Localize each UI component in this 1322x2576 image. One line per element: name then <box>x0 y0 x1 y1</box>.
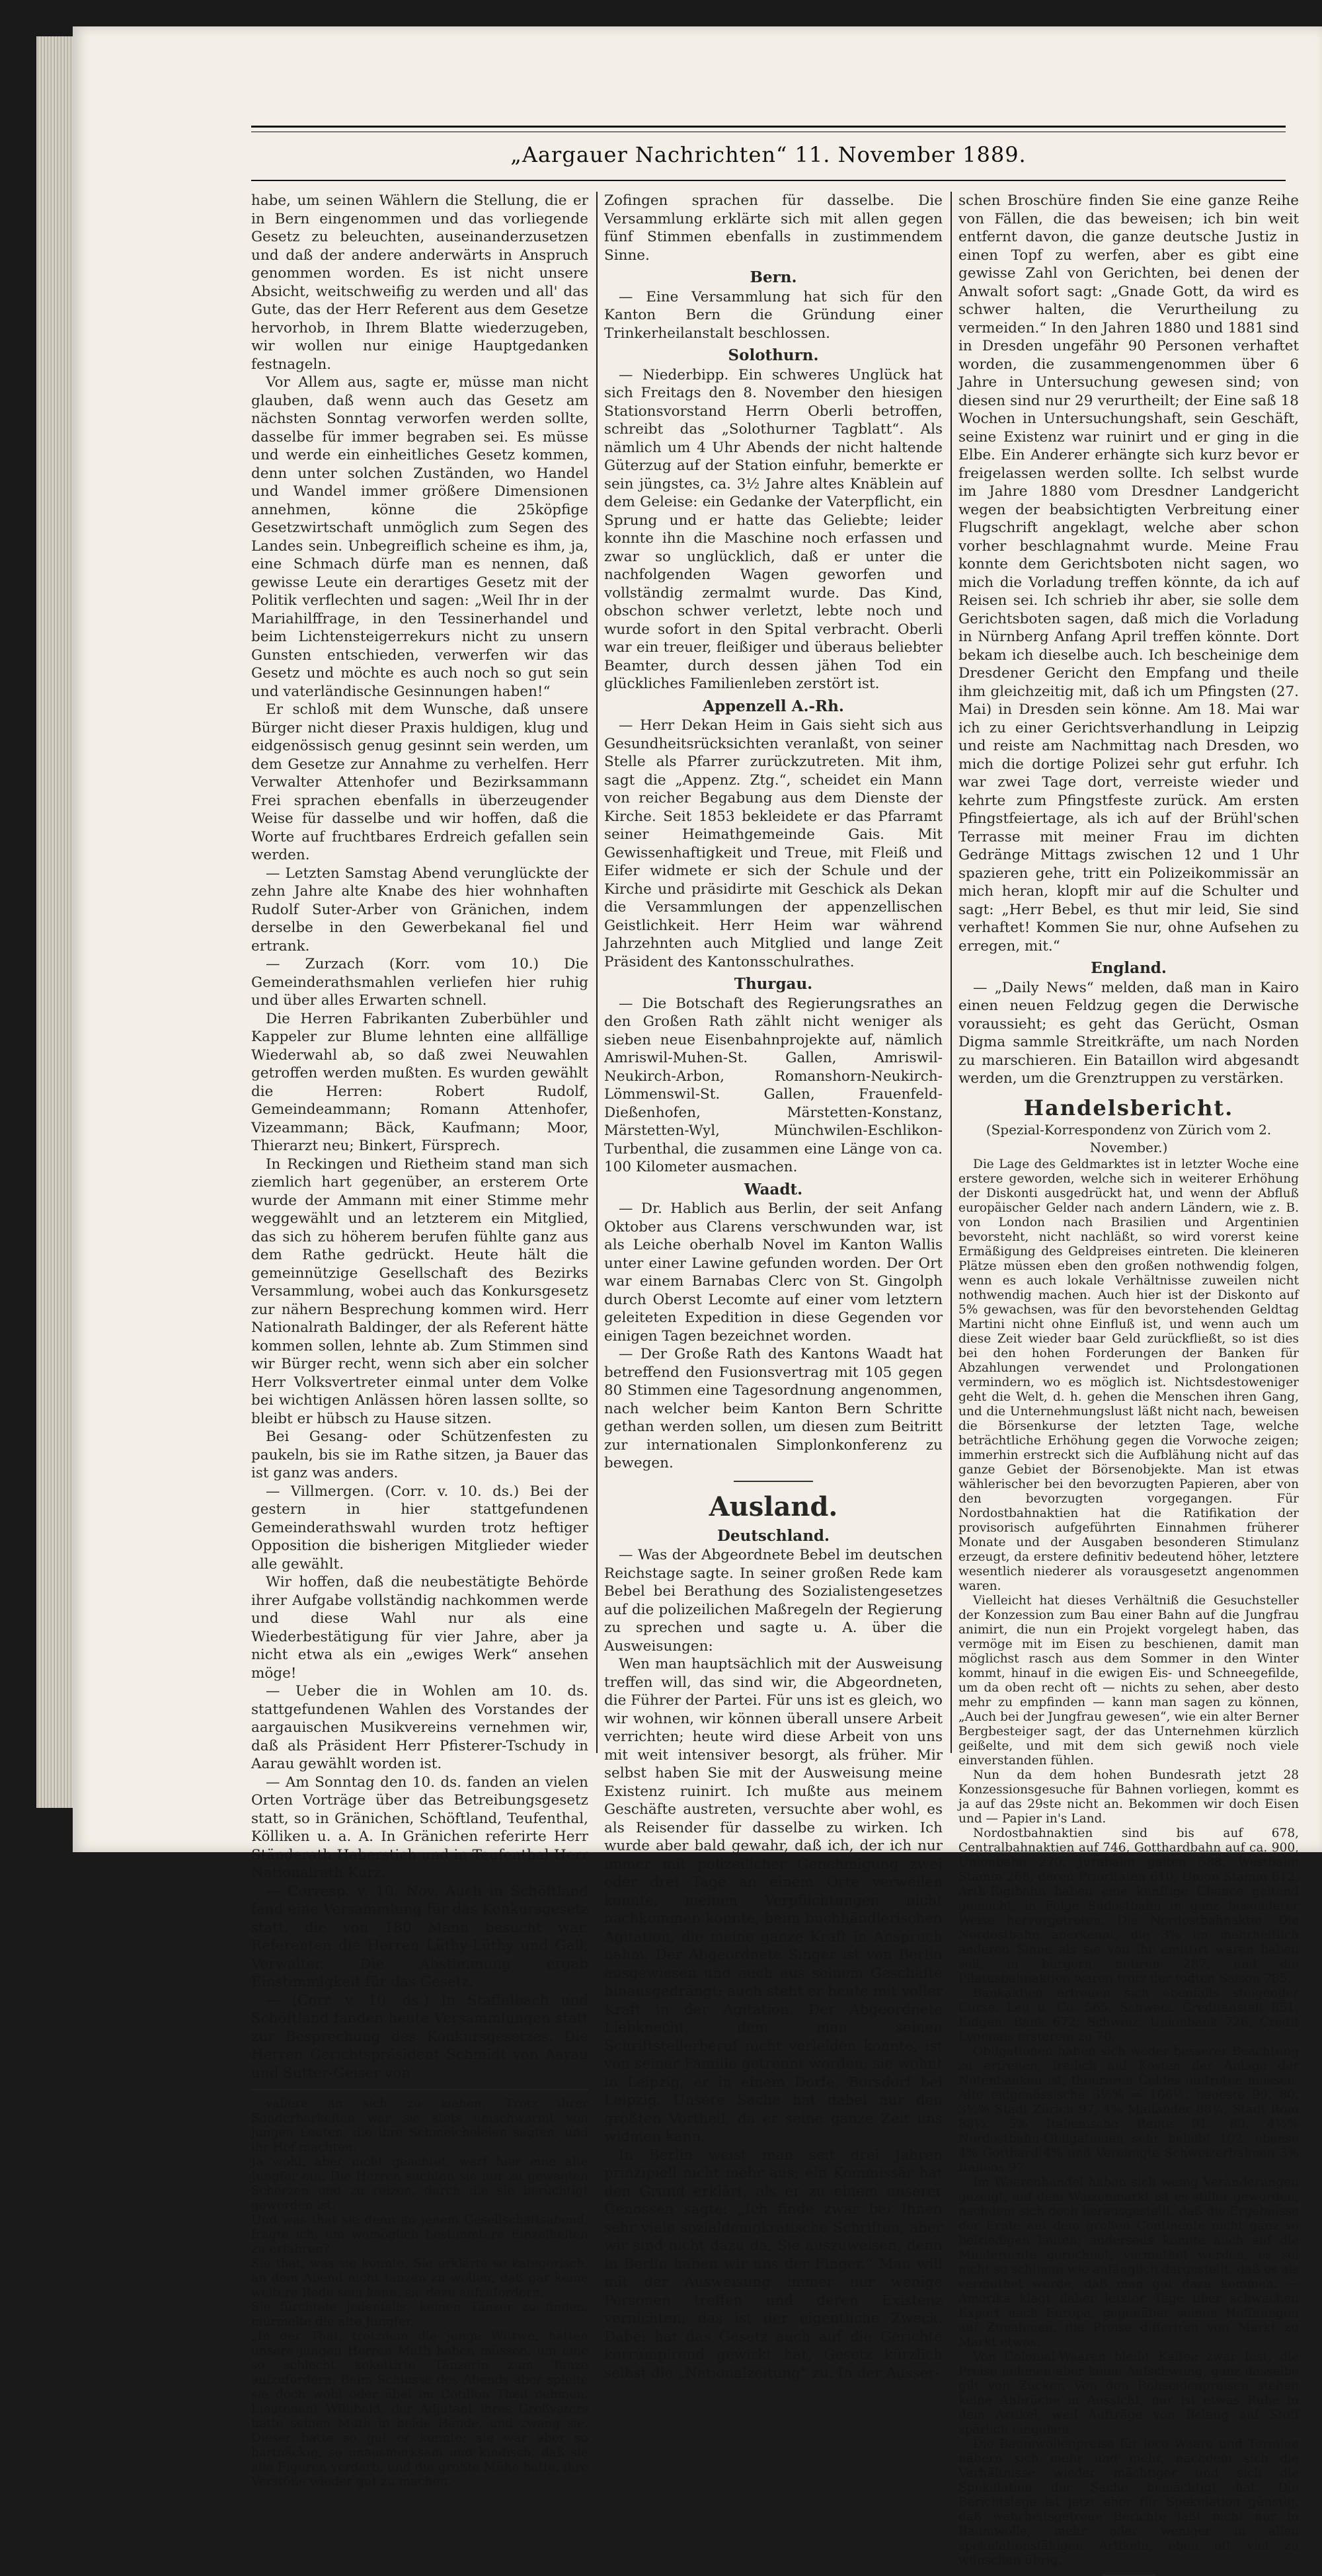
section-heading-thurgau: Thurgau. <box>734 975 813 993</box>
column-divider <box>596 192 598 1753</box>
paragraph: — Ueber die in Wohlen am 10. ds. stattgefundenen Wahlen des Vorstandes der aargauischen Musikvereins vernehmen wir, daß als Präsident Herr Pfisterer-Tschudy in Aarau gewählt worden ist. <box>251 1683 588 1772</box>
paragraph: Im Waarenhandel haben sich wenig Veränderungen gezeigt, auf dem Waizenmarkt ist es stiller geworden, nachdem sich doch herausgestellt, daß die Ergebnisse der Ernte auf dem großen Continente nicht ganz so befriedigen lauten; anderseits konnte auch auf die Minderernte gerechnet, vermuthet werden, es sei nicht so schlimm wie anfänglich dargestellt, daß es als vermuthet wurde, daß man gut dazu kommen. — Amerika klagt daher letzter Tage über schwachen Export nach Europa, gegenüber seinen Hoffnungen auf Zunahmen, die Preise differiren von Markt zu Markt etwas. <box>958 2175 1299 2349</box>
paragraph: Obligationen haben sich weder besserer Beachtung zu erfreuen, freilich auf Kosten der Anlage der Notenbanken ist, theureren Geldes eintreten müssen. Alte eidgenössische 3½% = 106½, neueste 99. 80, 3½% Stadt Zürich 97, 4% Mailänder 88¼, Stadt Rom 88½, 5% Italienische Rente 91. 80, 4½% Nordostbahn-Obligationen sehr beliebt 102, ebenso 4% Gotthard 4% und Vereinigte Schweizerbahnen 3% Italiens 97. <box>958 2044 1299 2175</box>
header-rule <box>251 126 1286 132</box>
paragraph: Wen man hauptsächlich mit der Ausweisung treffen will, das sind wir, die Abgeordneten, die Führer der Partei. Für uns ist es gleich, wo wir wohnen, wir können überall unsere Arbeit verrichten; heute wird diese Arbeit von uns mit weit intensiver besorgt, als früher. Mir selbst haben Sie mit der Ausweisung meine Existenz ruinirt. Ich mußte aus meinem Geschäfte austreten, versuchte aber wohl, es als Reisender für dasselbe zu wirken. Ich wurde aber bald gewahr, daß ich, der ich nur immer mit polizeilicher Genehmigung zwei oder drei Tage an einem Orte verweilen konnte, meinen Verpflichtungen nicht nachkommen konnte, beim buchhändlerischen Agitation, die meine ganze Kraft in Anspruch nahm. Der Abgeordnete Singer ist von Berlin ausgewiesen und auch aus seinem Geschäfte hinausgedrängt; auch steht er heute mit voller Kraft in der Agitation. Der Abgeordnete Liebknecht, dem man seinen Schriftstellerberuf nicht verleiden konnte, ist von seiner Familie getrennt worden; sie wohnt in Leipzig, er in einem Dorfe, Borsdorf bei Leipzig. Unsere Sache hat dabei nur den größten Vortheil, da er seine ganze Zeit uns widmen kann. <box>604 1656 943 2145</box>
section-heading-handelsbericht: Handelsbericht. <box>1023 1095 1234 1120</box>
paragraph: — Niederbipp. Ein schweres Unglück hat sich Freitags den 8. November den hiesigen Stationsvorstand Herrn Oberli betroffen, schreibt das „Solothurner Tagblatt“. Als nämlich um 4 Uhr Abends der nicht haltende Güterzug auf der Station einfuhr, bemerkte er sein jüngstes, ca. 3½ Jahre altes Knäblein auf dem Geleise: ein Gedanke der Vaterpflicht, ein Sprung und er hatte das Geliebte; leider konnte ihn die Maschine noch erfassen und zwar so unglücklich, daß er unter die nachfolgenden Wagen geworfen und vollständig zermalmt wurde. Das Kind, obschon schwer verletzt, lebte noch und wurde sofort in den Spital verbracht. Oberli war ein treuer, fleißiger und überaus beliebter Beamter, durch dessen jähen Tod ein glückliches Familienleben zerstört ist. <box>604 366 943 692</box>
paragraph: — Was der Abgeordnete Bebel im deutschen Reichstage sagte. In seiner großen Rede kam Bebel bei Berathung des Sozialistengesetzes auf die polizeilichen Maßregeln der Regierung zu sprechen und sagte u. A. über die Ausweisungen: <box>604 1547 943 1655</box>
paragraph: — Letzten Samstag Abend verunglückte der zehn Jahre alte Knabe des hier wohnhaften Rudolf Suter-Arber von Gränichen, indem derselbe in den Gewerbekanal fiel und ertrank. <box>251 865 588 955</box>
section-subheading: (Spezial-Korrespondenz von Zürich vom 2. November.) <box>986 1121 1272 1155</box>
newspaper-page <box>73 26 1322 2567</box>
paragraph: In Berlin weist man seit drei Jahren prinzipiell nicht mehr aus; ein Kommissär hat den Grund erklärt, als er zu einem unserer Genossen sagte: „Ich finde zwar bei Ihnen sehr viele sozialdemokratische Schriften, aber wir sind nicht dazu da, Sie auszuweisen, denn in Berlin haben wir uns der Finger.“ Man will mit der Ausweisung immer nur wenige Personen treffen und deren Existenz vernichten; das ist der eigentliche Zweck. Dabei hat das Gesetz auch auf die Gerichte korrumpirend gewirkt hat, Gesetz kürzlich selbst die „Nationalzeitung“ zu. In der Ausser- <box>604 2146 943 2382</box>
paragraph: — Eine Versammlung hat sich für den Kanton Bern die Gründung einer Trinkerheilanstalt beschlossen. <box>604 288 943 342</box>
section-divider <box>734 1481 813 1482</box>
paragraph: Vor Allem aus, sagte er, müsse man nicht glauben, daß wenn auch das Gesetz am nächsten Sonntag verworfen werden sollte, dasselbe für immer begraben sei. Es müsse und werde ein einheitliches Gesetz kommen, denn unter solchen Zuständen, wo Handel und Wandel immer größere Dimensionen annehmen, könne die 25köpfige Gesetzwirtschaft unmöglich zum Segen des Landes sein. Unbegreiflich scheine es ihm, ja, eine Schmach dürfe man es nennen, daß gewisse Leute ein derartiges Gesetz mit der Politik verflechten und sagen: „Weil Ihr in der Mariahilffrage, in den Tessinerhandel und beim Lichtensteigerrekurs nicht zu unsern Gunsten entschieden, verwerfen wir das Gesetz und möchte es auch noch so gut sein und vaterländische Gesinnungen haben!“ <box>251 374 588 700</box>
paragraph: — Zurzach (Korr. vom 10.) Die Gemeinderathsmahlen verliefen hier ruhig und über alles Erwarten schnell. <box>251 956 588 1009</box>
page-title: „Aargauer Nachrichten“ 11. November 1889. <box>510 142 1027 167</box>
paragraph: — „Daily News“ melden, daß man in Kairo einen neuen Feldzug gegen die Derwische voraussieht; es geht das Gerücht, Osman Digma sammle Streitkräfte, um nach Norden zu marschieren. Ein Bataillon wird abgesandt werden, um die Grenztruppen zu verstärken. <box>958 979 1299 1087</box>
paragraph: Die Herren Fabrikanten Zuberbühler und Kappeler zur Blume lehnten eine allfällige Wiederwahl ab, so daß zwei Neuwahlen getroffen werden mußten. Es wurden gewählt die Herren: Robert Rudolf, Gemeindeammann; Romann Attenhofer, Vizeammann; Bäck, Kaufmann; Moor, Thierarzt neu; Binkert, Fürsprech. <box>251 1010 588 1154</box>
paragraph: Die Baumwollenpreise für loco Waare und Termine nähern sich mehr und mehr, nachdem sich die Verhältnisse wieder mächtiger und sich die Spekulation der Sache bemächtigt hat. Die Berichtslage ist jetzt eher für Spekulation günstig, daß wahrheitsgetreue Berichte läßt nicht nur in Baumwolle, mehr oder weniger in allen spekulationsfähigen Artikeln, eben oft viel zu wünschen übrig. <box>958 2437 1299 2567</box>
paragraph: — Die Botschaft des Regierungsrathes an den Großen Rath zählt nicht weniger als sieben neue Eisenbahnprojekte auf, nämlich Amriswil-Muhen-St. Gallen, Amriswil-Neukirch-Arbon, Romanshorn-Neukirch-Lömmenswil-St. Gallen, Frauenfeld-Dießenhofen, Märstetten-Konstanz, Märstetten-Wyl, Münchwilen-Eschlikon-Turbenthal, die zusammen eine Länge von ca. 100 Kilometer ausmachen. <box>604 995 943 1175</box>
paragraph: Wir hoffen, daß die neubestätigte Behörde ihrer Aufgabe vollständig nachkommen werde und diese Wahl nur als eine Wiederbestätigung für vier Jahre, aber ja nicht etwa als ein „ewiges Werk“ ansehen möge! <box>251 1574 588 1682</box>
column-3 <box>958 192 1299 2567</box>
paragraph: Die Lage des Geldmarktes ist in letzter Woche eine erstere geworden, welche sich in weiterer Erhöhung der Diskonti ausgedrückt hat, und wenn der Abfluß europäischer Gelder nach andern Ländern, wie z. B. von London nach Brasilien und Argentinien bevorsteht, nicht nachläßt, so wird vorerst keine Ermäßigung des Geldpreises eintreten. Die kleineren Plätze müssen eben den großen nothwendig folgen, wenn es auch lokale Verhältnisse zuweilen nicht nothwendig machen. Auch hier ist der Diskonto auf 5% gewachsen, was für den bevorstehenden Geldtag Martini nicht ohne Einfluß ist, und wenn auch um diese Zeit wieder baar Geld zurückfließt, so ist dies bei den hohen Forderungen der Banken für Abzahlungen verwendet und Prolongationen vermindern, wo es möglich ist. Nichtsdestoweniger geht die Welt, d. h. gehen die Menschen ihren Gang, und die Unternehmungslust läßt nicht nach, beweisen die Börsenkurse der letzten Tage, welche beträchtliche Erhöhung gegen die Vorwoche zeigen; immerhin erstreckt sich die Aufblähung nicht auf das ganze Gebiet der Börsenobjekte. Man ist etwas wählerischer bei den bevorzugten Papieren, aber von den bevorzugten vorgegangen. Für Nordostbahnaktien hat die Ratifikation der provisorisch aufgeführten Einnahmen früherer Monate und der Ausgaben besonderen Stimulanz erzeugt, da erstere definitiv bedeutend höher, letztere wesentlich niederer als vorausgesetzt angenommen waren. <box>958 1157 1299 1593</box>
feuilleton-text: valiere an sich zu ziehen. Trotz ihrer Sonderbarkeiten war sie stets umschwärmt von jungen Leuten, die ihre Schmeicheleien sagten, und ihr Hof machten. Ja wohl, aber nicht geachtet, warf hier eine alte Jungfer ein. Die Herren suchten sie nur zu gewagten Scherzen und zu reizen, durch die sie berüchtigt geworden ist. Und was that sie denn an jenem Gesellschaftsabend, fragte ich, um womöglich bestimmtere Einzelheiten zu erfahren? Sie that, was sie konnte. Sie erklärte so kategorisch, an dem Abend nicht tanzen zu wollen, daß gar keine weitere Rede sein kann, sie dazu aufzufordern. Sie fürchtete jedenfalls, keinen Tänzer zu finden, murmelte die alte Jungfer. „In der That, trotzdem die junge Wittwe, hätten unsere jungen Herren Muth haben müssen, um eine so schlecht kokettirte Tänzerin zum Tanze aufzufordern. Beim Schlusse des Abends aber spielte sie doch wohl oder übel im Cotillon Theil nehmen. Lieutenant Willibald, der Adjutant ihres Großvaters hatte seinen Muth in beide Hände, und zwang sie. Dieser hatte so gut er konnte; sie war aber so hartnäckig, so unausmerksam und kindisch, daß sie alle Figuren verdarb, und die größte Mühe hatte, ihre Verstöße wieder gut zu machen. <box>251 2097 588 2489</box>
paragraph: — (Corr. v. 10. ds.) In Staffelbach und Schöftland fanden heute Versammlungen statt zur Besprechung des Konkursgesetzes. Die Herren Gerichtspräsident Schmidt von Aarau und Sutter-Geiser von <box>251 1992 588 2082</box>
paragraph: Zofingen sprachen für dasselbe. Die Versammlung erklärte sich mit allen gegen fünf Stimmen ebenfalls in zustimmendem Sinne. <box>604 192 943 264</box>
paragraph: — Der Große Rath des Kantons Waadt hat betreffend den Fusionsvertrag mit 105 gegen 80 Stimmen eine Tagesordnung angenommen, nach welcher beim Kanton Bern Schritte gethan werden sollen, um diesen zum Beitritt zur internationalen Simplonkonferenz zu bewegen. <box>604 1346 943 1471</box>
paragraph: — Herr Dekan Heim in Gais sieht sich aus Gesundheitsrücksichten veranlaßt, von seiner Stelle als Pfarrer zurückzutreten. Mit ihm, sagt die „Appenz. Ztg.“, scheidet ein Mann von reicher Begabung aus dem Dienste der Kirche. Seit 1853 bekleidete er das Pfarramt seiner Heimathgemeinde Gais. Mit Gewissenhaftigkeit und Treue, mit Fleiß und Eifer widmete er sich der Schule und der Kirche und präsidirte mit Geschick als Dekan die Versammlungen der appenzellischen Geistlichkeit. Herr Heim war während Jahrzehnten auch Mitglied und lange Zeit Präsident des Kantonsschulrathes. <box>604 717 943 970</box>
book-page-edges <box>36 36 76 1808</box>
paragraph: In Reckingen und Rietheim stand man sich ziemlich hart gegenüber, an ersterem Orte wurde der Ammann mit einer Stimme mehr weggewählt und an letzterem ein Mitglied, das sich zu höherem berufen fühlte ganz aus dem Rathe gedrückt. Heute hält die gemeinnützige Gesellschaft des Bezirks Versammlung, wobei auch das Konkursgesetz zur nähern Besprechung kommen wird. Herr Nationalrath Baldinger, der als Referent hätte kommen sollen, lehnte ab. Zum Stimmen sind wir Bürger recht, wenn sich aber ein solcher Herr Volksvertreter einmal unter dem Volke bei wichtigen Anlässen hören lassen sollte, so bleibt er hübsch zu Hause sitzen. <box>251 1155 588 1427</box>
section-heading-ausland: Ausland. <box>709 1491 838 1522</box>
end-divider <box>1103 2575 1155 2576</box>
section-heading-waadt: Waadt. <box>744 1180 803 1198</box>
paragraph: Er schloß mit dem Wunsche, daß unsere Bürger nicht dieser Praxis huldigen, klug und eidgenössisch genug gesinnt sein werden, um dem Gesetze zur Annahme zu verhelfen. Herr Verwalter Attenhofer und Bezirksammann Frei sprachen ebenfalls in überzeugender Weise für dasselbe und wir hoffen, daß die Worte auf fruchtbares Erdreich gefallen sein werden. <box>251 701 588 863</box>
column-2 <box>604 192 943 2382</box>
header-underline <box>251 180 1286 181</box>
paragraph: — Corresp. v. 10. Nov. Auch in Schöftland fand eine Versammlung für das Konkursgesetz statt, die von 180 Mann besucht war. Referenten die Herren Lüthy-Lüthy und Gall, Verwalter. Die Abstimmung ergab Einstimmigkeit für das Gesetz. <box>251 1883 588 1990</box>
paragraph: Bankaktien erfreuen sich ebenfalls steigender Curse. Leu u. Co. 565, Schweiz. Creditanstalt 851, Eidgen. Bank 672, Schweiz. Unionbank 726, Credit Lyonnais ersterem zu 70. <box>958 1986 1299 2044</box>
paragraph: — Am Sonntag den 10. ds. fanden an vielen Orten Vorträge über das Betreibungsgesetz statt, so in Gränichen, Schöftland, Teufenthal, Kölliken u. a. A. In Gränichen referirte Herr Ständerath Haberstich und in Teufenthal Herr Nationalrath Kurz. <box>251 1774 588 1881</box>
paragraph: Vielleicht hat dieses Verhältniß die Gesuchsteller der Konzession zum Bau einer Bahn auf die Jungfrau animirt, die nun ein Projekt vorgelegt haben, das vermöge mit im Eisen zu beschienen, damit man möglichst rasch aus dem Sommer in den Winter kommt, hinauf in die ewigen Eis- und Schneegefilde, um da oben recht oft — nichts zu sehen, aber desto mehr zu empfinden — kann man sagen zu können, „Auch bei der Jungfrau gewesen“, wie ein alter Berner Bergbesteiger sagt, der das Unternehmen kürzlich geißelte, und mit dem sich gewiß noch viele einverstanden fühlen. <box>958 1593 1299 1768</box>
paragraph: Von Colonial-Waaren bleibt Kaffee zwar fest, die Preise nehmen aber keine Aufschwung, ganz dasselbe gilt von Zucker. Von den Rohseidenpreisen stehen keine Abbrüche in Aussicht, nur ist etwas Ruhe in dem Artikel, weil Aufträge von Belang auf Stoff spärlich eingehen. <box>958 2349 1299 2437</box>
section-heading-england: England. <box>1091 959 1167 977</box>
paragraph: habe, um seinen Wählern die Stellung, die er in Bern eingenommen und das vorliegende Gesetz zu beleuchten, auseinanderzusetzen und daß der andere anderwärts in Anspruch genommen worden. Es ist nicht unsere Absicht, weitschweifig zu werden und all' das Gute, das der Herr Referent aus dem Gesetze hervorhob, in Ihrem Blatte wiederzugeben, wir wollen nur einige Hauptgedanken festnageln. <box>251 192 588 373</box>
feuilleton-divider <box>251 2089 588 2090</box>
paragraph: — Villmergen. (Corr. v. 10. ds.) Bei der gestern in hier stattgefundenen Gemeinderathswahl wurden trotz heftiger Opposition die bisherigen Mitglieder wieder alle gewählt. <box>251 1483 588 1573</box>
article-columns <box>251 192 1299 2567</box>
section-heading-solothurn: Solothurn. <box>728 346 819 364</box>
paragraph: — Dr. Hablich aus Berlin, der seit Anfang Oktober aus Clarens verschwunden war, ist als Leiche oberhalb Novel im Kanton Wallis unter einer Lawine gefunden worden. Der Ort war einem Barnabas Clerc von St. Gingolph durch Oberst Lecomte auf einer vom letztern geleiteten Expedition in diese Gegenden vor einigen Tagen bezeichnet worden. <box>604 1200 943 1345</box>
section-heading-appenzell: Appenzell A.-Rh. <box>703 697 844 715</box>
paragraph: Bei Gesang- oder Schützenfesten zu paukeln, bis sie im Rathe sitzen, ja Bauer das ist ganz was anders. <box>251 1428 588 1481</box>
paragraph: Nordostbahnaktien sind bis auf 678, Centralbahnaktien auf 746, Gotthardbahn auf ca. 900, Unionbahn 270, Jurabahn galten 588, Westbahn Stamm 268, deren Prioritäten 610, Union Stamm 612, Arth-Rigibahn haben eine künftige Chance geltend gemacht, in Folge Südostbahn in ganz besonderer Weise hervorgetreten. Die Nordostbahnaktie. Die Nordostbahn anerkennt, die 3% im mehrheitlich anderen Sinne als sie von ihr emittirt waren haben soll, in bürgern notiren 287, und die Pilatusbahnaktien waren trotz der todten Saison 785. <box>958 1826 1299 1986</box>
section-heading-bern: Bern. <box>750 268 797 286</box>
column-divider <box>951 192 952 1753</box>
paragraph: Nun da dem hohen Bundesrath jetzt 28 Konzessionsgesuche für Bahnen vorliegen, kommt es ja auf das 29ste nicht an. Bekommen wir doch Eisen und — Papier in's Land. <box>958 1768 1299 1826</box>
column-1 <box>251 192 588 2489</box>
section-heading-deutschland: Deutschland. <box>717 1526 830 1545</box>
paragraph: schen Broschüre finden Sie eine ganze Reihe von Fällen, die das beweisen; ich bin weit entfernt davon, die ganze deutsche Justiz in einen Topf zu werfen, aber es gibt eine gewisse Zahl von Gerichten, bei denen der Anwalt sofort sagt: „Gnade Gott, da wird es schwer halten, die Verurtheilung zu vermeiden.“ In den Jahren 1880 und 1881 sind in Dresden ungefähr 90 Personen verhaftet worden, die zusammengenommen über 6 Jahre in Untersuchung gewesen sind; von diesen sind nur 29 verurtheilt; der Eine saß 18 Wochen in Untersuchungshaft, sein Geschäft, seine Existenz war ruinirt und er ging in die Elbe. Ein Anderer erhängte sich kurz bevor er freigelassen werden sollte. Ich selbst wurde im Jahre 1880 vom Dresdner Landgericht wegen der beabsichtigten Verbreitung einer Flugschrift angeklagt, welche aber schon vorher beschlagnahmt wurde. Meine Frau konnte dem Gerichtsboten nicht sagen, wo mich die Vorladung treffen könnte, da ich auf Reisen sei. Ich schrieb ihr aber, sie solle dem Gerichtsboten sagen, daß mich die Vorladung in Nürnberg Anfang April treffen könnte. Dort bekam ich dieselbe auch. Ich bescheinige dem Dresdener Gericht den Empfang und theile ihm gleichzeitig mit, daß ich um Pfingsten (27. Mai) in Dresden sein könne. Am 18. Mai war ich zu einer Gerichtsverhandlung in Leipzig und reiste am Nachmittag nach Dresden, wo mich die dortige Polizei sehr gut erfuhr. Ich war zwei Tage dort, verreiste wieder und kehrte zum Pfingstfeste zurück. Am ersten Pfingstfeiertage, als ich auf der Brühl'schen Terrasse mit meiner Frau im dichten Gedränge Mittags zwischen 12 und 1 Uhr spazieren gehe, tritt ein Polizeikommissär an mich heran, klopft mir auf die Schulter und sagt: „Herr Bebel, es thut mir leid, Sie sind verhaftet! Kommen Sie nur, ohne Aufsehen zu erregen, mit.“ <box>958 192 1299 955</box>
